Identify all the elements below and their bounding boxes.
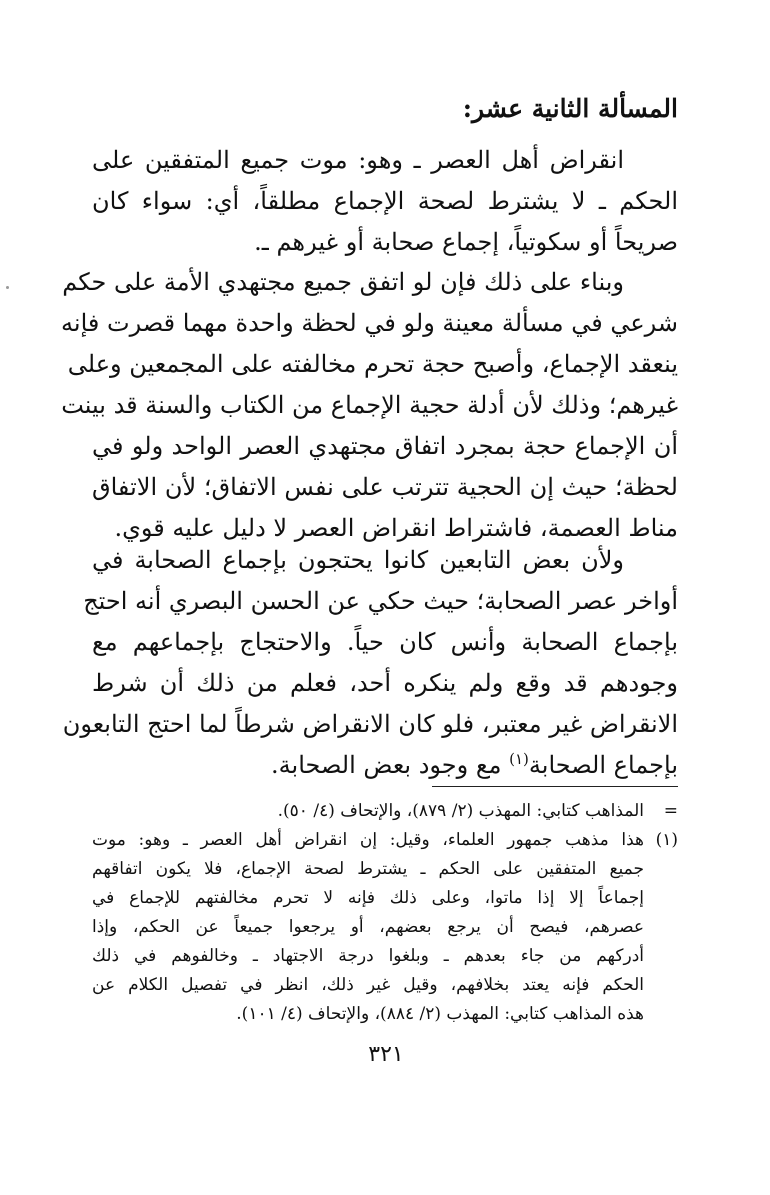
- text-line: انقراض أهل العصر ـ وهو: موت جميع المتفقين على: [92, 146, 624, 174]
- section-heading: المسألة الثانية عشر:: [462, 94, 678, 123]
- text-line: الانقراض غير معتبر، فلو كان الانقراض شرطاً لما احتج التابعون: [62, 710, 678, 738]
- text-line: أن الإجماع حجة بمجرد اتفاق مجتهدي العصر الواحد ولو في: [92, 432, 678, 460]
- text-line: شرعي في مسألة معينة ولو في لحظة واحدة مهما قصرت فإنه: [61, 309, 678, 337]
- footnote-line: الحكم فإنه يعتد بخلافهم، وقيل غير ذلك، انظر في تفصيل الكلام عن: [92, 975, 644, 995]
- footnote-marker: (١): [655, 830, 678, 850]
- footnote-reference[interactable]: (١): [509, 750, 529, 768]
- footnote-line: المذاهب كتابي: المهذب (٢/ ٨٧٩)، والإتحاف (٤/ ٥٠).: [277, 801, 644, 821]
- footnote-body: [92, 826, 644, 1029]
- footnote-line: جميع المتفقين على الحكم ـ يشترط لصحة الإجماع، فلا يكون اتفاقهم: [92, 859, 644, 879]
- footnote-continuation: [92, 797, 678, 826]
- footnote-1: [92, 826, 678, 1029]
- text-line: [92, 745, 678, 786]
- footnote-line: إجماعاً إلا إذا ماتوا، وعلى ذلك فإنه لا تحرم مخالفتهم للإجماع في: [92, 888, 644, 908]
- text-segment: بإجماع الصحابة: [528, 751, 678, 779]
- footnote-divider: [432, 786, 678, 787]
- text-line: ينعقد الإجماع، وأصبح حجة تحرم مخالفته على المجمعين وعلى: [67, 350, 678, 378]
- text-line: بإجماع الصحابة وأنس كان حياً. والاحتجاج بإجماعهم مع: [92, 628, 678, 656]
- text-line: أواخر عصر الصحابة؛ حيث حكي عن الحسن البصري أنه احتج: [83, 587, 678, 615]
- text-line: الحكم ـ لا يشترط لصحة الإجماع مطلقاً، أي: سواء كان: [92, 187, 678, 215]
- text-line: مناط العصمة، فاشتراط انقراض العصر لا دليل عليه قوي.: [114, 514, 678, 542]
- text-line: وبناء على ذلك فإن لو اتفق جميع مجتهدي الأمة على حكم: [62, 268, 624, 296]
- footnote-line: هذه المذاهب كتابي: المهذب (٢/ ٨٨٤)، والإتحاف (٤/ ١٠١).: [236, 1004, 644, 1024]
- text-line: غيرهم؛ وذلك لأن أدلة حجية الإجماع من الكتاب والسنة قد بينت: [61, 391, 678, 419]
- footnote-body: [92, 797, 644, 826]
- footnote-line: هذا مذهب جمهور العلماء، وقيل: إن انقراض أهل العصر ـ وهو: موت: [92, 830, 644, 850]
- page-number: ٣٢١: [368, 1042, 404, 1067]
- paragraph-2: [61, 262, 678, 549]
- paragraph-3: [62, 540, 678, 786]
- footnote-line: عصرهم، فيصح أن يرجع بعضهم، أو يرجعوا جميعاً عن الحكم، وإذا: [92, 917, 644, 937]
- text-line: صريحاً أو سكوتياً، إجماع صحابة أو غيرهم ـ.: [254, 228, 678, 256]
- margin-speck: [6, 286, 9, 289]
- text-line: وجودهم قد وقع ولم ينكره أحد، فعلم من ذلك أن شرط: [92, 669, 678, 697]
- text-line: ولأن بعض التابعين كانوا يحتجون بإجماع الصحابة في: [92, 546, 624, 574]
- text-segment: مع وجود بعض الصحابة.: [271, 751, 510, 779]
- footnotes: [92, 797, 678, 1029]
- footnote-marker: =: [663, 801, 678, 821]
- text-line: لحظة؛ حيث إن الحجية تترتب على نفس الاتفاق؛ لأن الاتفاق: [92, 473, 678, 501]
- footnote-line: أدركهم من جاء بعدهم ـ وبلغوا درجة الاجتهاد ـ وخالفوهم في ذلك: [92, 946, 644, 966]
- paragraph-1: [92, 140, 678, 263]
